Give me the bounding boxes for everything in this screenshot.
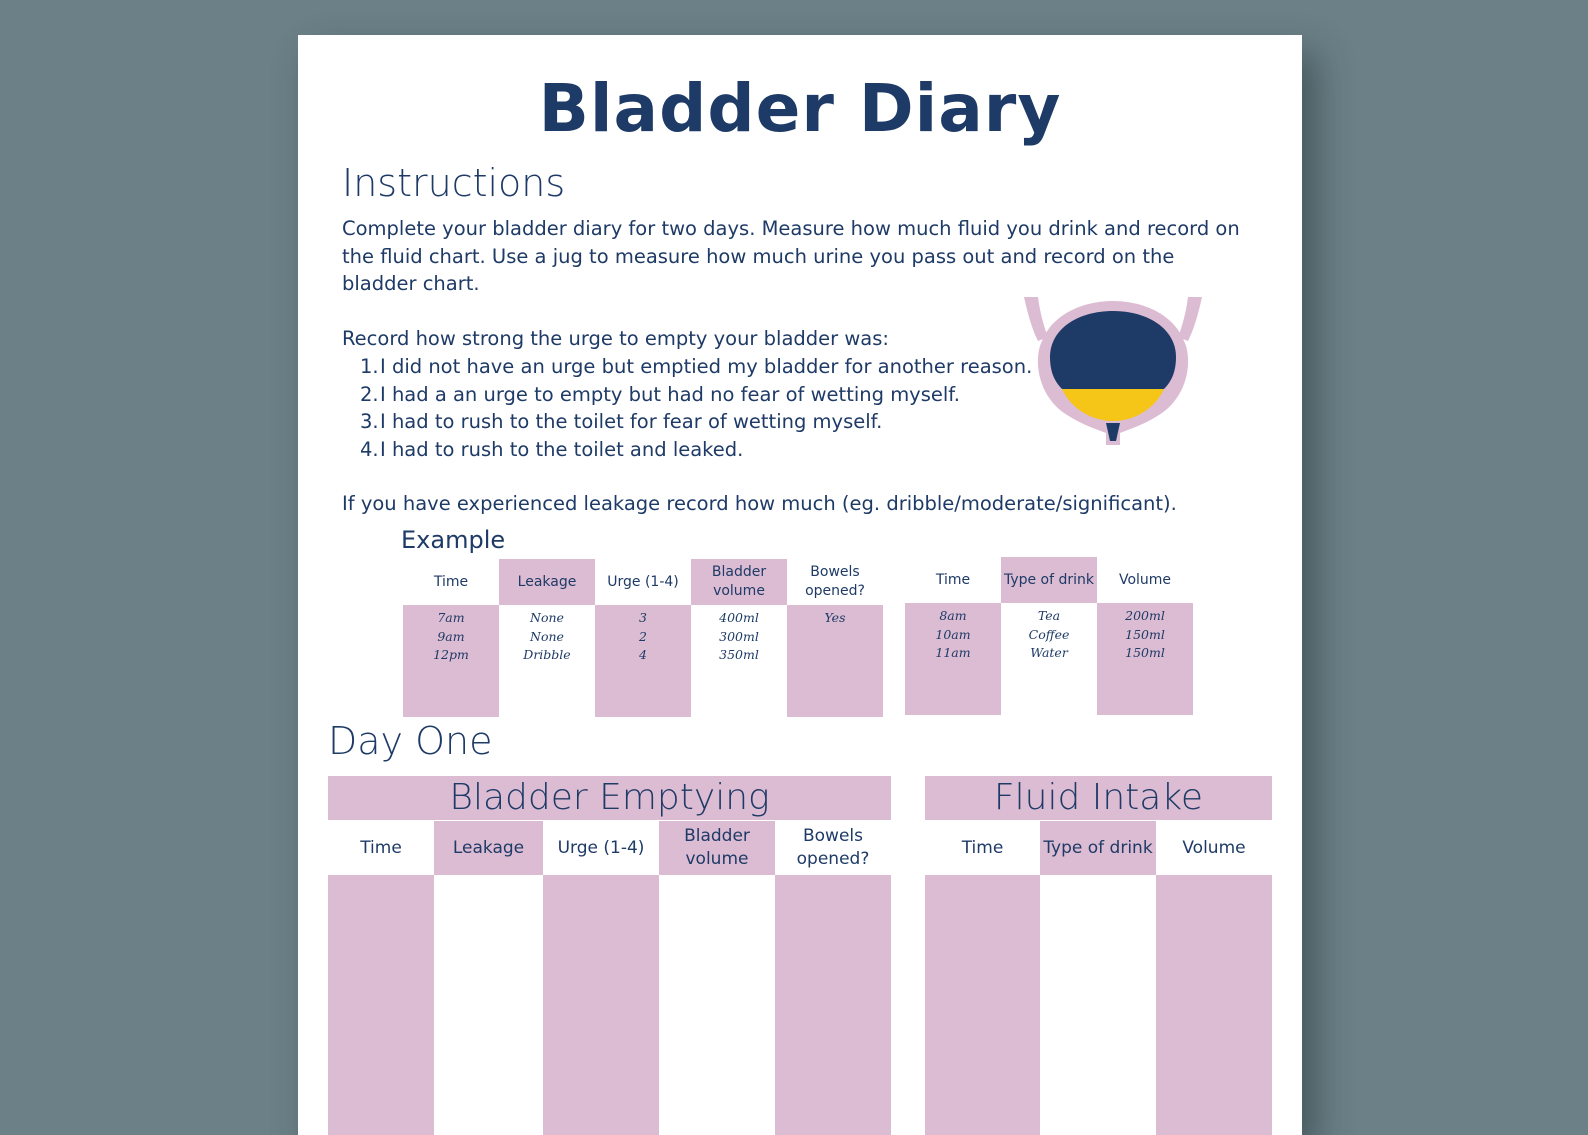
column-header: Leakage: [499, 559, 595, 605]
example-column: [403, 559, 499, 717]
example-column: [787, 559, 883, 717]
entry-area[interactable]: [775, 875, 891, 1135]
column-header: Bladder volume: [659, 821, 775, 875]
example-column: [595, 559, 691, 717]
column-header: Urge (1-4): [557, 837, 645, 858]
instructions-heading: Instructions: [342, 161, 566, 205]
example-column: [1001, 557, 1097, 715]
urge-level-item: 4.I had to rush to the toilet and leaked.: [360, 437, 744, 461]
column-header: Leakage: [434, 821, 543, 875]
column-header: Bladder volume: [691, 559, 787, 605]
column-entries: 400ml 300ml 350ml: [719, 610, 759, 662]
column-header: Time: [961, 837, 1004, 858]
entry-area[interactable]: [659, 875, 775, 1135]
example-column: [691, 559, 787, 717]
column-entries: 3 2 4: [595, 605, 691, 717]
example-column: [499, 559, 595, 717]
column-header: Time: [360, 837, 402, 858]
urge-level-item: 2.I had a an urge to empty but had no fear of wetting myself.: [360, 382, 960, 406]
column-header: Type of drink: [1001, 557, 1097, 603]
column-entries: 200ml 150ml 150ml: [1097, 603, 1193, 715]
entry-area[interactable]: [543, 875, 659, 1135]
urge-intro: Record how strong the urge to empty your bladder was:: [342, 327, 889, 350]
page-title: Bladder Diary: [538, 70, 1062, 147]
urge-level-item: 1.I did not have an urge but emptied my bladder for another reason.: [360, 355, 1033, 378]
entry-area[interactable]: [1156, 875, 1272, 1135]
urge-levels-list: [360, 353, 1032, 463]
entry-area[interactable]: [925, 875, 1040, 1135]
column-header: Volume: [1118, 571, 1172, 588]
column-entries: None None Dribble: [523, 610, 571, 662]
example-heading: Example: [401, 526, 506, 554]
column-entries: Tea Coffee Water: [1028, 608, 1070, 660]
entry-area[interactable]: [1040, 875, 1156, 1135]
column-header: Volume: [1182, 837, 1246, 858]
column-header: Time: [433, 573, 469, 590]
example-column: [1097, 557, 1193, 715]
leakage-note: If you have experienced leakage record how much (eg. dribble/moderate/significant).: [342, 492, 1177, 515]
bladder-chart-column: [328, 821, 434, 1135]
bladder-chart-column: [659, 821, 775, 1135]
day-one-heading: Day One: [328, 719, 493, 763]
column-header: Bowels opened?: [796, 826, 870, 869]
column-header: Type of drink: [1040, 821, 1156, 875]
fluid-chart-column: [1156, 821, 1272, 1135]
bladder-chart-title: Bladder Emptying: [328, 776, 891, 820]
column-entries: 8am 10am 11am: [905, 603, 1001, 715]
entry-area[interactable]: [434, 875, 543, 1135]
fluid-chart-title: Fluid Intake: [925, 776, 1272, 820]
column-header: Urge (1-4): [607, 573, 679, 590]
column-header: Bowels opened?: [805, 564, 865, 599]
instructions-intro: Complete your bladder diary for two days. Measure how much fluid you drink and record on the fluid chart. Use a jug to measure how much urine you pass out and record on the bladder chart.: [342, 217, 1240, 295]
urge-level-item: 3.I had to rush to the toilet for fear of wetting myself.: [360, 410, 883, 433]
bladder-icon: [1024, 295, 1202, 445]
bladder-chart-column: [434, 821, 543, 1135]
column-entries: Yes: [787, 605, 883, 717]
diary-page: [298, 35, 1302, 1135]
entry-area[interactable]: [328, 875, 434, 1135]
column-header: Time: [935, 571, 971, 588]
column-entries: 7am 9am 12pm: [403, 605, 499, 717]
bladder-chart-column: [543, 821, 659, 1135]
fluid-chart-column: [925, 821, 1040, 1135]
bladder-chart-column: [775, 821, 891, 1135]
example-column: [905, 557, 1001, 715]
fluid-chart-column: [1040, 821, 1156, 1135]
